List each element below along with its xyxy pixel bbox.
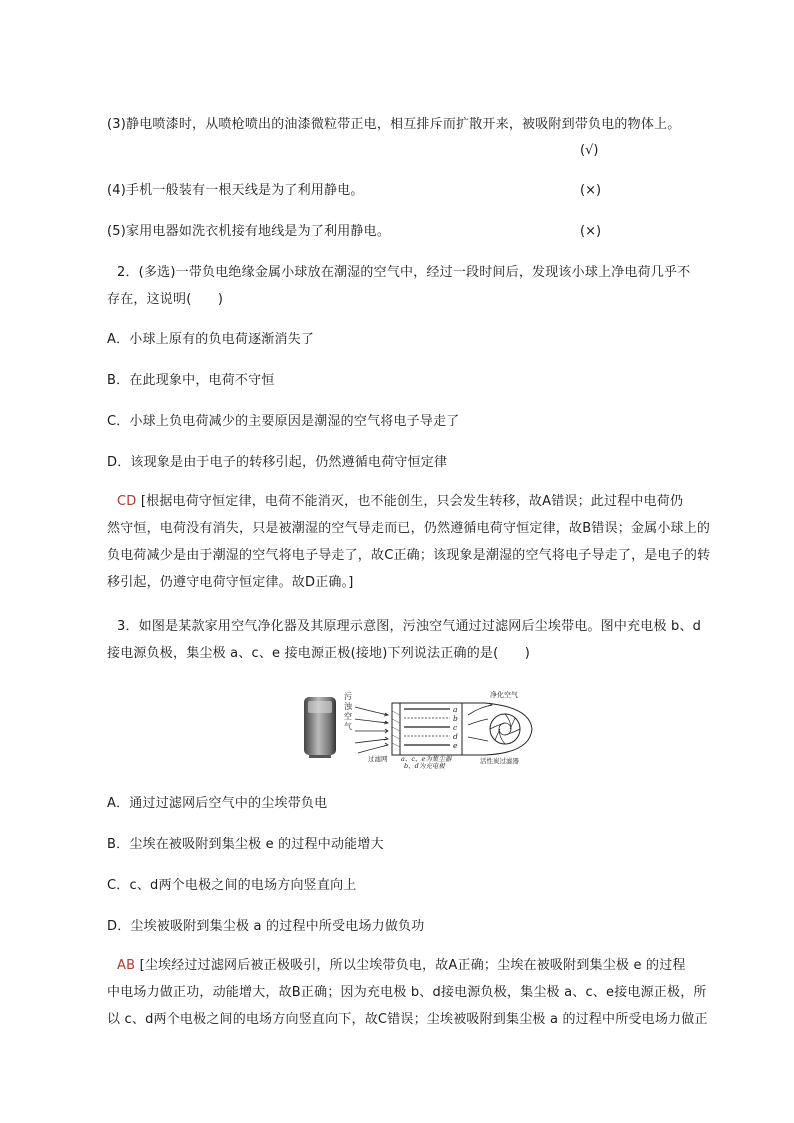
judge-item-4: (4)手机一般装有一根天线是为了利用静电。 <box>107 183 364 198</box>
q2-explanation-line-3: 负电荷减少是由于潮湿的空气将电子导走了，故C正确；该现象是潮湿的空气将电子导走了，是电子的转 <box>107 548 711 563</box>
label-carbon-filter: 活性炭过滤器 <box>480 757 519 765</box>
plate-label-c: c <box>453 723 458 732</box>
q3-option-b: B．尘埃在被吸附到集尘极 e 的过程中动能增大 <box>107 837 384 852</box>
q3-explanation-line-2: 中电场力做正功，动能增大，故B正确；因为充电极 b、d接电源负极，集尘极 a、c、e接电源正极，所 <box>107 985 707 1000</box>
judge-item-4-mark: (×) <box>580 183 602 198</box>
plate-label-b: b <box>453 714 458 723</box>
air-purifier-diagram <box>300 685 550 770</box>
q2-answer: CD <box>117 494 137 509</box>
judge-item-3: (3)静电喷漆时，从喷枪喷出的油漆微粒带正电，相互排斥而扩散开来，被吸附到带负电的物体上。 <box>107 117 681 132</box>
q2-explanation-line-2: 然守恒，电荷没有消失，只是被潮湿的空气导走而已，仍然遵循电荷守恒定律，故B错误；金属小球上的 <box>107 521 711 536</box>
judge-item-5-mark: (×) <box>580 224 602 239</box>
q3-explanation-line-3: 以 c、d两个电极之间的电场方向竖直向下，故C错误；尘埃被吸附到集尘极 a 的过程中所受电场力做正 <box>107 1012 708 1027</box>
label-dirty-air-1: 污 <box>344 692 352 701</box>
q3-stem-line-1: 3．如图是某款家用空气净化器及其原理示意图，污浊空气通过过滤网后尘埃带电。图中充电极 b、d <box>117 619 702 634</box>
q2-option-d: D．该现象是由于电子的转移引起，仍然遵循电荷守恒定律 <box>107 455 448 470</box>
q3-explanation-line-1 <box>117 957 686 975</box>
q2-option-a: A．小球上原有的负电荷逐渐消失了 <box>107 332 315 347</box>
q3-option-a: A．通过过滤网后空气中的尘埃带负电 <box>107 796 328 811</box>
plate-label-e: e <box>453 741 458 750</box>
q2-explanation-line-4: 移引起，仍遵守电荷守恒定律。故D正确。] <box>107 575 354 590</box>
q3-explanation-text: [尘埃经过过滤网后被正极吸引，所以尘埃带负电，故A正确；尘埃在被吸附到集尘极 e 的过程 <box>139 958 686 973</box>
q3-stem-line-2: 接电源负极，集尘极 a、c、e 接电源正极(接地)下列说法正确的是( ) <box>107 646 531 661</box>
label-dirty-air-4: 气 <box>344 722 352 731</box>
judge-item-3-mark: (√) <box>580 143 599 158</box>
q2-stem-line-1: 2．(多选)一带负电绝缘金属小球放在潮湿的空气中，经过一段时间后，发现该小球上净电荷几乎不 <box>117 265 691 280</box>
q3-option-d: D．尘埃被吸附到集尘极 a 的过程中所受电场力做负功 <box>107 919 425 934</box>
q2-explanation-line-1 <box>117 493 683 511</box>
electrode-plates <box>404 709 450 745</box>
label-dirty-air-2: 浊 <box>344 702 352 711</box>
q2-explanation-text: [根据电荷守恒定律，电荷不能消灭，也不能创生，只会发生转移，故A错误；此过程中电荷仍 <box>140 494 684 509</box>
q3-option-c: C．c、d两个电极之间的电场方向竖直向上 <box>107 878 357 893</box>
carbon-filter-housing <box>462 703 532 755</box>
label-clean-air: 净化空气 <box>490 691 518 699</box>
label-filter-mesh: 过滤网 <box>368 755 388 763</box>
q3-answer: AB <box>117 958 136 973</box>
label-collector: a、c、e为集尘器 <box>401 755 452 763</box>
judge-item-5: (5)家用电器如洗衣机接有地线是为了利用静电。 <box>107 224 391 239</box>
plate-label-a: a <box>453 705 458 714</box>
plate-label-d: d <box>453 732 458 741</box>
q2-stem-line-2: 存在，这说明( ) <box>107 292 224 307</box>
fan-outer-ring <box>490 714 520 744</box>
q2-option-c: C．小球上负电荷减少的主要原因是潮湿的空气将电子导走了 <box>107 414 460 429</box>
incoming-airflow-arrows <box>355 707 388 753</box>
q2-option-b: B．在此现象中，电荷不守恒 <box>107 373 275 388</box>
label-charging: b、d为充电极 <box>404 762 445 770</box>
outgoing-airflow-arrows <box>468 703 492 741</box>
fan-hub <box>499 723 511 735</box>
label-dirty-air-3: 空 <box>344 712 352 721</box>
purifier-appliance-image <box>304 697 336 758</box>
